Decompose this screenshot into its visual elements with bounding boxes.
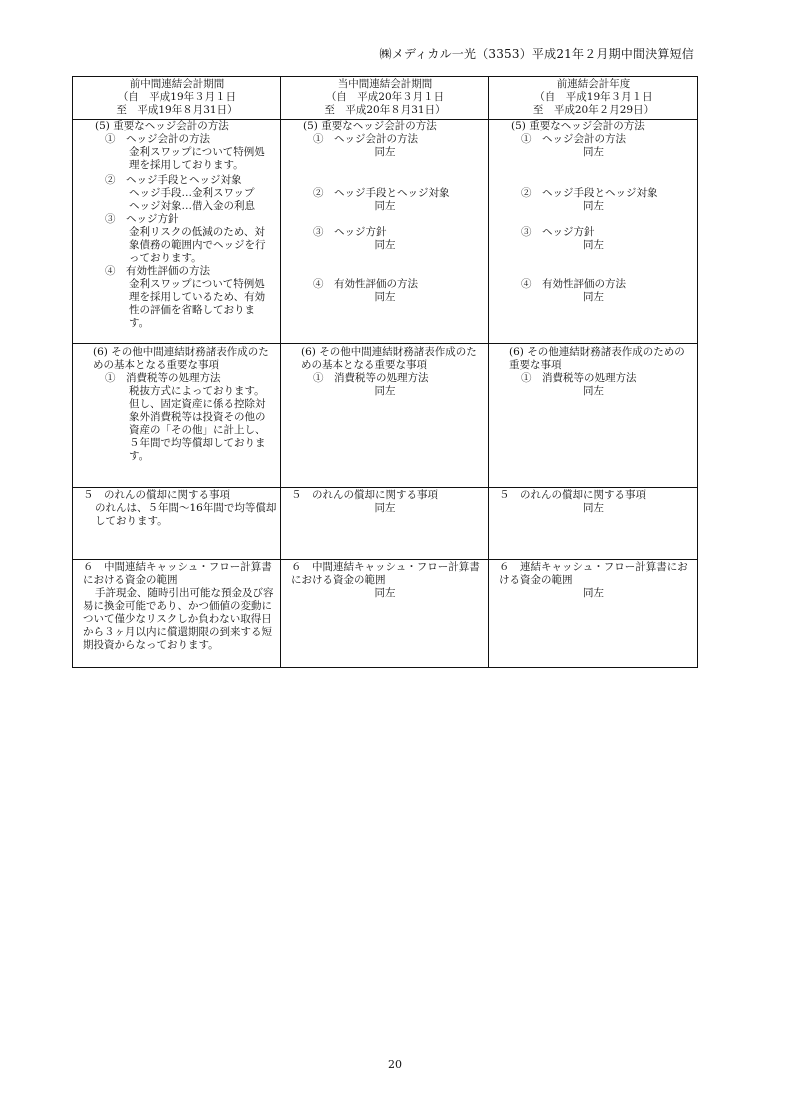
item-2-title: ② ヘッジ手段とヘッジ対象: [105, 174, 242, 186]
section-5-title: (5) 重要なヘッジ会計の方法: [95, 120, 229, 132]
table-row-cash-scope: [73, 560, 698, 668]
cell-prior-fiscal-year-hedge: [489, 120, 698, 488]
section-6-title: (6) その他中間連結財務諸表作成のための基本となる重要な事項: [301, 346, 477, 371]
section-divider: [73, 343, 280, 344]
item-1-body: 金利スワップについて特例処理を採用しております。: [129, 146, 265, 171]
page-number: 20: [388, 1058, 402, 1071]
column-title: 当中間連結会計期間: [337, 78, 433, 90]
cell-prior-fiscal-year-goodwill: [489, 488, 698, 560]
item-1-title: ① ヘッジ会計の方法: [313, 133, 418, 145]
section-6-item-1-body-1: 税抜方式によっております。: [129, 385, 265, 397]
same-as-left-label: 同左: [374, 587, 396, 599]
goodwill-title: ５ のれんの償却に関する事項: [499, 489, 646, 501]
period-to: 至 平成20年２月29日）: [532, 104, 655, 116]
table-row-hedge-and-other: [73, 120, 698, 488]
section-5-title: (5) 重要なヘッジ会計の方法: [511, 120, 645, 132]
cash-scope-title: ６ 中間連結キャッシュ・フロー計算書における資金の範囲: [83, 561, 272, 586]
same-as-left-label: 同左: [374, 146, 396, 158]
cash-scope-title: ６ 連結キャッシュ・フロー計算書における資金の範囲: [499, 561, 688, 586]
item-2-line-2: ヘッジ対象…借入金の利息: [129, 200, 255, 212]
section-6-title: (6) その他中間連結財務諸表作成のための基本となる重要な事項: [93, 346, 269, 371]
document-header-title: ㈱メディカル一光（3353）平成21年２月期中間決算短信: [379, 47, 694, 61]
cell-prior-interim-cash-scope: [73, 560, 281, 668]
same-as-left-label: 同左: [583, 587, 604, 599]
column-header-prior-interim: [73, 77, 281, 120]
item-3-body: 金利リスクの低減のため、対象債務の範囲内でヘッジを行っております。: [129, 226, 266, 264]
section-6-item-1-title: ① 消費税等の処理方法: [105, 372, 221, 384]
cell-current-interim-cash-scope: [281, 560, 489, 668]
same-as-left-label: 同左: [583, 146, 604, 158]
same-as-left-label: 同左: [374, 385, 396, 397]
item-4-body: 金利スワップについて特例処理を採用しているため、有効性の評価を省略しております。: [129, 278, 266, 329]
same-as-left-label: 同左: [374, 200, 396, 212]
column-header-current-interim: [281, 77, 489, 120]
section-divider: [281, 343, 488, 344]
item-1-title: ① ヘッジ会計の方法: [521, 133, 626, 145]
cash-scope-body: 手許現金、随時引出可能な預金及び容易に換金可能であり、かつ価値の変動について僅少なリスクしか負わない取得日から３ヶ月以内に償還期限の到来する短期投資からなっております。: [83, 587, 274, 651]
section-6-item-1-title: ① 消費税等の処理方法: [521, 372, 637, 384]
item-2-title: ② ヘッジ手段とヘッジ対象: [313, 187, 450, 199]
same-as-left-label: 同左: [583, 291, 604, 303]
period-from: （自 平成19年３月１日: [534, 91, 653, 103]
same-as-left-label: 同左: [374, 239, 396, 251]
item-1-title: ① ヘッジ会計の方法: [105, 133, 210, 145]
same-as-left-label: 同左: [583, 239, 604, 251]
item-4-title: ④ 有効性評価の方法: [105, 265, 210, 277]
accounting-policy-table: [72, 76, 698, 668]
same-as-left-label: 同左: [583, 502, 604, 514]
cell-prior-interim-hedge: [73, 120, 281, 488]
item-2-line-1: ヘッジ手段…金利スワップ: [129, 187, 255, 199]
goodwill-title: ５ のれんの償却に関する事項: [291, 489, 438, 501]
goodwill-title: ５ のれんの償却に関する事項: [83, 489, 230, 501]
cash-scope-title: ６ 中間連結キャッシュ・フロー計算書における資金の範囲: [291, 561, 480, 586]
section-6-title: (6) その他連結財務諸表作成のための重要な事項: [509, 346, 685, 371]
goodwill-body: のれんは、５年間～16年間で均等償却しております。: [95, 502, 277, 527]
section-5-title: (5) 重要なヘッジ会計の方法: [303, 120, 437, 132]
period-to: 至 平成20年８月31日）: [324, 104, 446, 116]
cell-prior-interim-goodwill: [73, 488, 281, 560]
item-3-title: ③ ヘッジ方針: [105, 213, 179, 225]
cell-prior-fiscal-year-cash-scope: [489, 560, 698, 668]
table-row-goodwill: [73, 488, 698, 560]
section-6-item-1-title: ① 消費税等の処理方法: [313, 372, 429, 384]
same-as-left-label: 同左: [374, 291, 396, 303]
same-as-left-label: 同左: [583, 200, 604, 212]
column-header-prior-fiscal-year: [489, 77, 698, 120]
item-4-title: ④ 有効性評価の方法: [313, 278, 418, 290]
item-3-title: ③ ヘッジ方針: [521, 226, 595, 238]
cell-current-interim-goodwill: [281, 488, 489, 560]
same-as-left-label: 同左: [583, 385, 604, 397]
period-from: （自 平成19年３月１日: [117, 91, 237, 103]
period-from: （自 平成20年３月１日: [325, 91, 445, 103]
item-4-title: ④ 有効性評価の方法: [521, 278, 626, 290]
item-2-title: ② ヘッジ手段とヘッジ対象: [521, 187, 658, 199]
section-divider: [489, 343, 697, 344]
same-as-left-label: 同左: [374, 502, 396, 514]
table-header-row: [73, 77, 698, 120]
cell-current-interim-hedge: [281, 120, 489, 488]
column-title: 前連結会計年度: [556, 78, 631, 90]
column-title: 前中間連結会計期間: [129, 78, 225, 90]
period-to: 至 平成19年８月31日）: [116, 104, 238, 116]
item-3-title: ③ ヘッジ方針: [313, 226, 387, 238]
section-6-item-1-body-2: 但し、固定資産に係る控除対象外消費税等は投資その他の資産の「その他」に計上し、５年間で均等償却しております。: [129, 398, 266, 462]
